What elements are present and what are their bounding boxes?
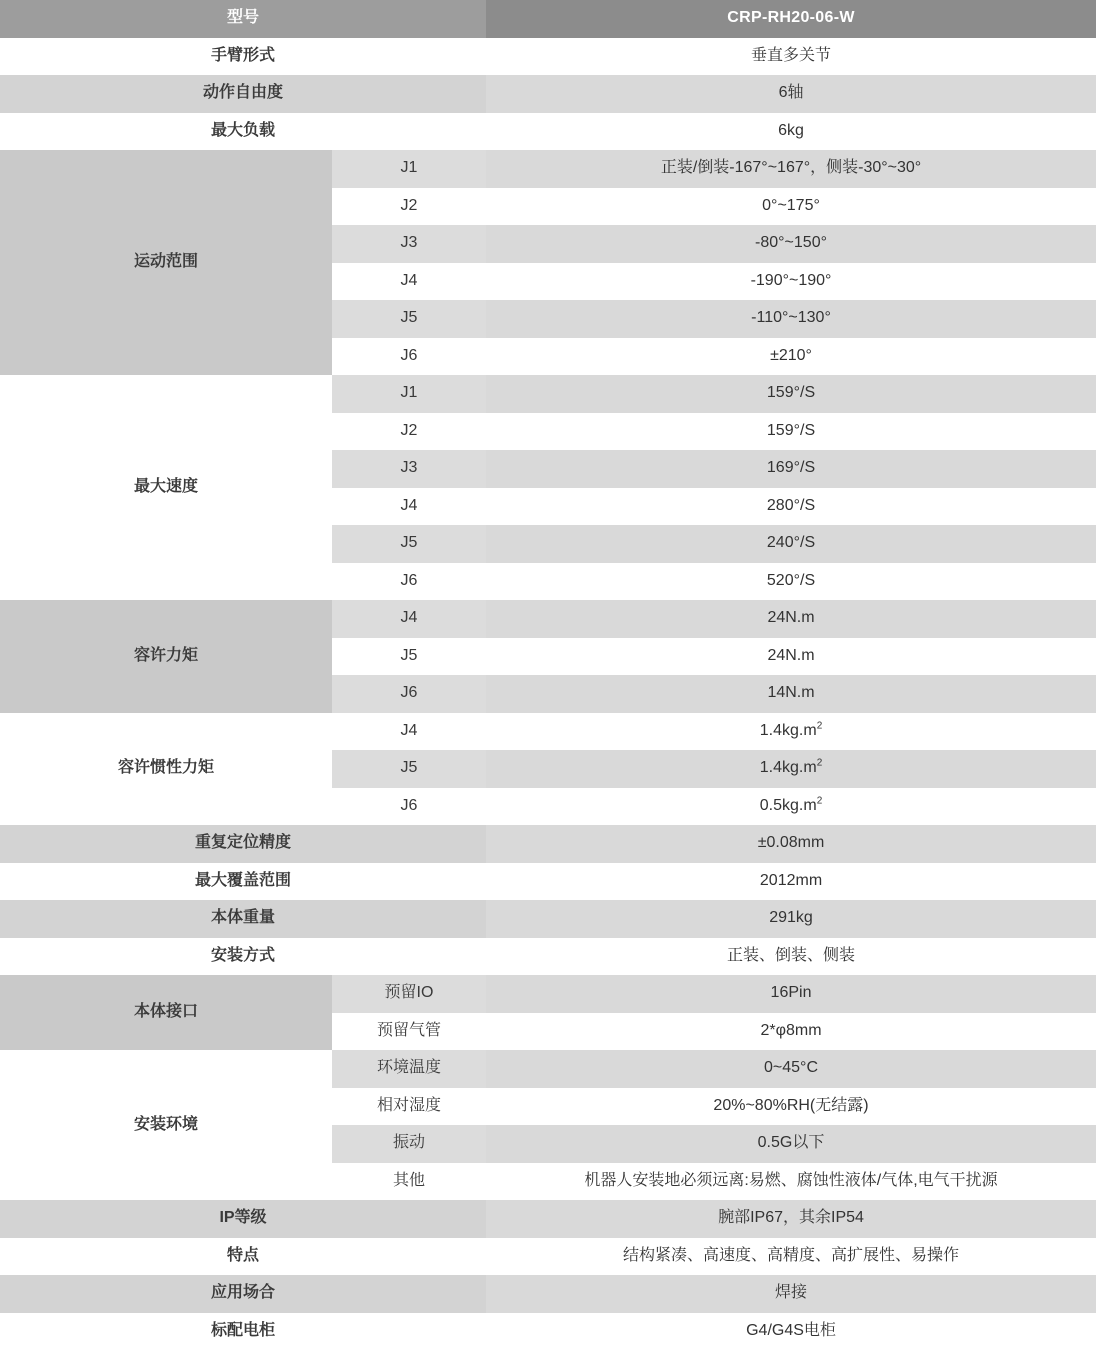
inertia-j6-number: 0.5kg.m bbox=[759, 796, 817, 814]
row-value-torque-j5: 24N.m bbox=[486, 638, 1096, 676]
sub-label-motion-j3: J3 bbox=[332, 225, 486, 263]
row-value-other: 机器人安装地必须远离:易燃、腐蚀性液体/气体,电气干扰源 bbox=[486, 1163, 1096, 1201]
table-row bbox=[0, 825, 1096, 863]
row-value-speed-j5: 240°/S bbox=[486, 525, 1096, 563]
row-label-ip-rating: IP等级 bbox=[0, 1200, 486, 1238]
sub-label-reserved-air-tube: 预留气管 bbox=[332, 1013, 486, 1051]
row-value-max-payload: 6kg bbox=[486, 113, 1096, 151]
group-label-allowable-inertia: 容许惯性力矩 bbox=[0, 713, 332, 826]
table-row bbox=[0, 713, 1096, 751]
sub-label-ambient-temperature: 环境温度 bbox=[332, 1050, 486, 1088]
row-value-torque-j6: 14N.m bbox=[486, 675, 1096, 713]
table-row bbox=[0, 75, 1096, 113]
table-row bbox=[0, 938, 1096, 976]
row-label-cabinet: 标配电柜 bbox=[0, 1313, 486, 1351]
sub-label-speed-j5: J5 bbox=[332, 525, 486, 563]
row-value-speed-j1: 159°/S bbox=[486, 375, 1096, 413]
sub-label-motion-j4: J4 bbox=[332, 263, 486, 301]
row-value-features: 结构紧凑、高速度、高精度、高扩展性、易操作 bbox=[486, 1238, 1096, 1276]
row-value-motion-j3: -80°~150° bbox=[486, 225, 1096, 263]
sub-label-inertia-j4: J4 bbox=[332, 713, 486, 751]
table-header-row bbox=[0, 0, 1096, 38]
row-value-motion-j6: ±210° bbox=[486, 338, 1096, 376]
row-value-vibration: 0.5G以下 bbox=[486, 1125, 1096, 1163]
table-row bbox=[0, 1275, 1096, 1313]
row-value-cabinet: G4/G4S电柜 bbox=[486, 1313, 1096, 1351]
inertia-j5-number: 1.4kg.m bbox=[759, 759, 817, 777]
row-value-application: 焊接 bbox=[486, 1275, 1096, 1313]
row-value-ip-rating: 腕部IP67，其余IP54 bbox=[486, 1200, 1096, 1238]
sub-label-torque-j6: J6 bbox=[332, 675, 486, 713]
row-label-repeatability: 重复定位精度 bbox=[0, 825, 486, 863]
row-value-inertia-j6 bbox=[486, 788, 1096, 826]
group-label-body-interface: 本体接口 bbox=[0, 975, 332, 1050]
table-row bbox=[0, 975, 1096, 1013]
row-value-arm-type: 垂直多关节 bbox=[486, 38, 1096, 76]
row-label-application: 应用场合 bbox=[0, 1275, 486, 1313]
inertia-j4-number: 1.4kg.m bbox=[759, 721, 817, 739]
row-value-inertia-j4 bbox=[486, 713, 1096, 751]
table-row bbox=[0, 1313, 1096, 1351]
sub-label-speed-j2: J2 bbox=[332, 413, 486, 451]
sub-label-torque-j4: J4 bbox=[332, 600, 486, 638]
table-row bbox=[0, 863, 1096, 901]
sub-label-other: 其他 bbox=[332, 1163, 486, 1201]
sub-label-torque-j5: J5 bbox=[332, 638, 486, 676]
row-label-max-reach: 最大覆盖范围 bbox=[0, 863, 486, 901]
sub-label-speed-j1: J1 bbox=[332, 375, 486, 413]
row-value-speed-j3: 169°/S bbox=[486, 450, 1096, 488]
table-row bbox=[0, 113, 1096, 151]
table-row bbox=[0, 375, 1096, 413]
sub-label-motion-j2: J2 bbox=[332, 188, 486, 226]
group-label-motion-range: 运动范围 bbox=[0, 150, 332, 375]
sub-label-vibration: 振动 bbox=[332, 1125, 486, 1163]
row-value-ambient-temperature: 0~45°C bbox=[486, 1050, 1096, 1088]
sub-label-speed-j4: J4 bbox=[332, 488, 486, 526]
row-value-dof: 6轴 bbox=[486, 75, 1096, 113]
sub-label-inertia-j5: J5 bbox=[332, 750, 486, 788]
row-value-motion-j4: -190°~190° bbox=[486, 263, 1096, 301]
table-row bbox=[0, 600, 1096, 638]
row-value-motion-j5: -110°~130° bbox=[486, 300, 1096, 338]
inertia-j4-exponent: 2 bbox=[816, 720, 823, 732]
row-value-repeatability: ±0.08mm bbox=[486, 825, 1096, 863]
row-value-torque-j4: 24N.m bbox=[486, 600, 1096, 638]
header-model-value: CRP-RH20-06-W bbox=[486, 0, 1096, 38]
row-label-max-payload: 最大负载 bbox=[0, 113, 486, 151]
inertia-j5-exponent: 2 bbox=[816, 758, 823, 770]
table-row bbox=[0, 38, 1096, 76]
row-value-max-reach: 2012mm bbox=[486, 863, 1096, 901]
sub-label-inertia-j6: J6 bbox=[332, 788, 486, 826]
table-row bbox=[0, 150, 1096, 188]
group-label-environment: 安装环境 bbox=[0, 1050, 332, 1200]
table-row bbox=[0, 1238, 1096, 1276]
row-value-inertia-j5 bbox=[486, 750, 1096, 788]
sub-label-motion-j5: J5 bbox=[332, 300, 486, 338]
sub-label-motion-j1: J1 bbox=[332, 150, 486, 188]
sub-label-reserved-io: 预留IO bbox=[332, 975, 486, 1013]
row-value-speed-j4: 280°/S bbox=[486, 488, 1096, 526]
group-label-allowable-torque: 容许力矩 bbox=[0, 600, 332, 713]
row-label-arm-type: 手臂形式 bbox=[0, 38, 486, 76]
table-row bbox=[0, 1050, 1096, 1088]
row-label-dof: 动作自由度 bbox=[0, 75, 486, 113]
row-value-speed-j2: 159°/S bbox=[486, 413, 1096, 451]
row-value-reserved-air-tube: 2*φ8mm bbox=[486, 1013, 1096, 1051]
header-label: 型号 bbox=[0, 0, 486, 38]
row-value-mounting: 正装、倒装、侧装 bbox=[486, 938, 1096, 976]
inertia-j6-exponent: 2 bbox=[816, 795, 823, 807]
sub-label-speed-j3: J3 bbox=[332, 450, 486, 488]
row-label-mounting: 安装方式 bbox=[0, 938, 486, 976]
sub-label-relative-humidity: 相对湿度 bbox=[332, 1088, 486, 1126]
row-value-weight: 291kg bbox=[486, 900, 1096, 938]
sub-label-speed-j6: J6 bbox=[332, 563, 486, 601]
row-value-relative-humidity: 20%~80%RH(无结露) bbox=[486, 1088, 1096, 1126]
sub-label-motion-j6: J6 bbox=[332, 338, 486, 376]
row-label-features: 特点 bbox=[0, 1238, 486, 1276]
row-label-weight: 本体重量 bbox=[0, 900, 486, 938]
group-label-max-speed: 最大速度 bbox=[0, 375, 332, 600]
row-value-motion-j2: 0°~175° bbox=[486, 188, 1096, 226]
row-value-reserved-io: 16Pin bbox=[486, 975, 1096, 1013]
row-value-motion-j1: 正装/倒装-167°~167°，侧装-30°~30° bbox=[486, 150, 1096, 188]
table-row bbox=[0, 1200, 1096, 1238]
table-row bbox=[0, 900, 1096, 938]
row-value-speed-j6: 520°/S bbox=[486, 563, 1096, 601]
